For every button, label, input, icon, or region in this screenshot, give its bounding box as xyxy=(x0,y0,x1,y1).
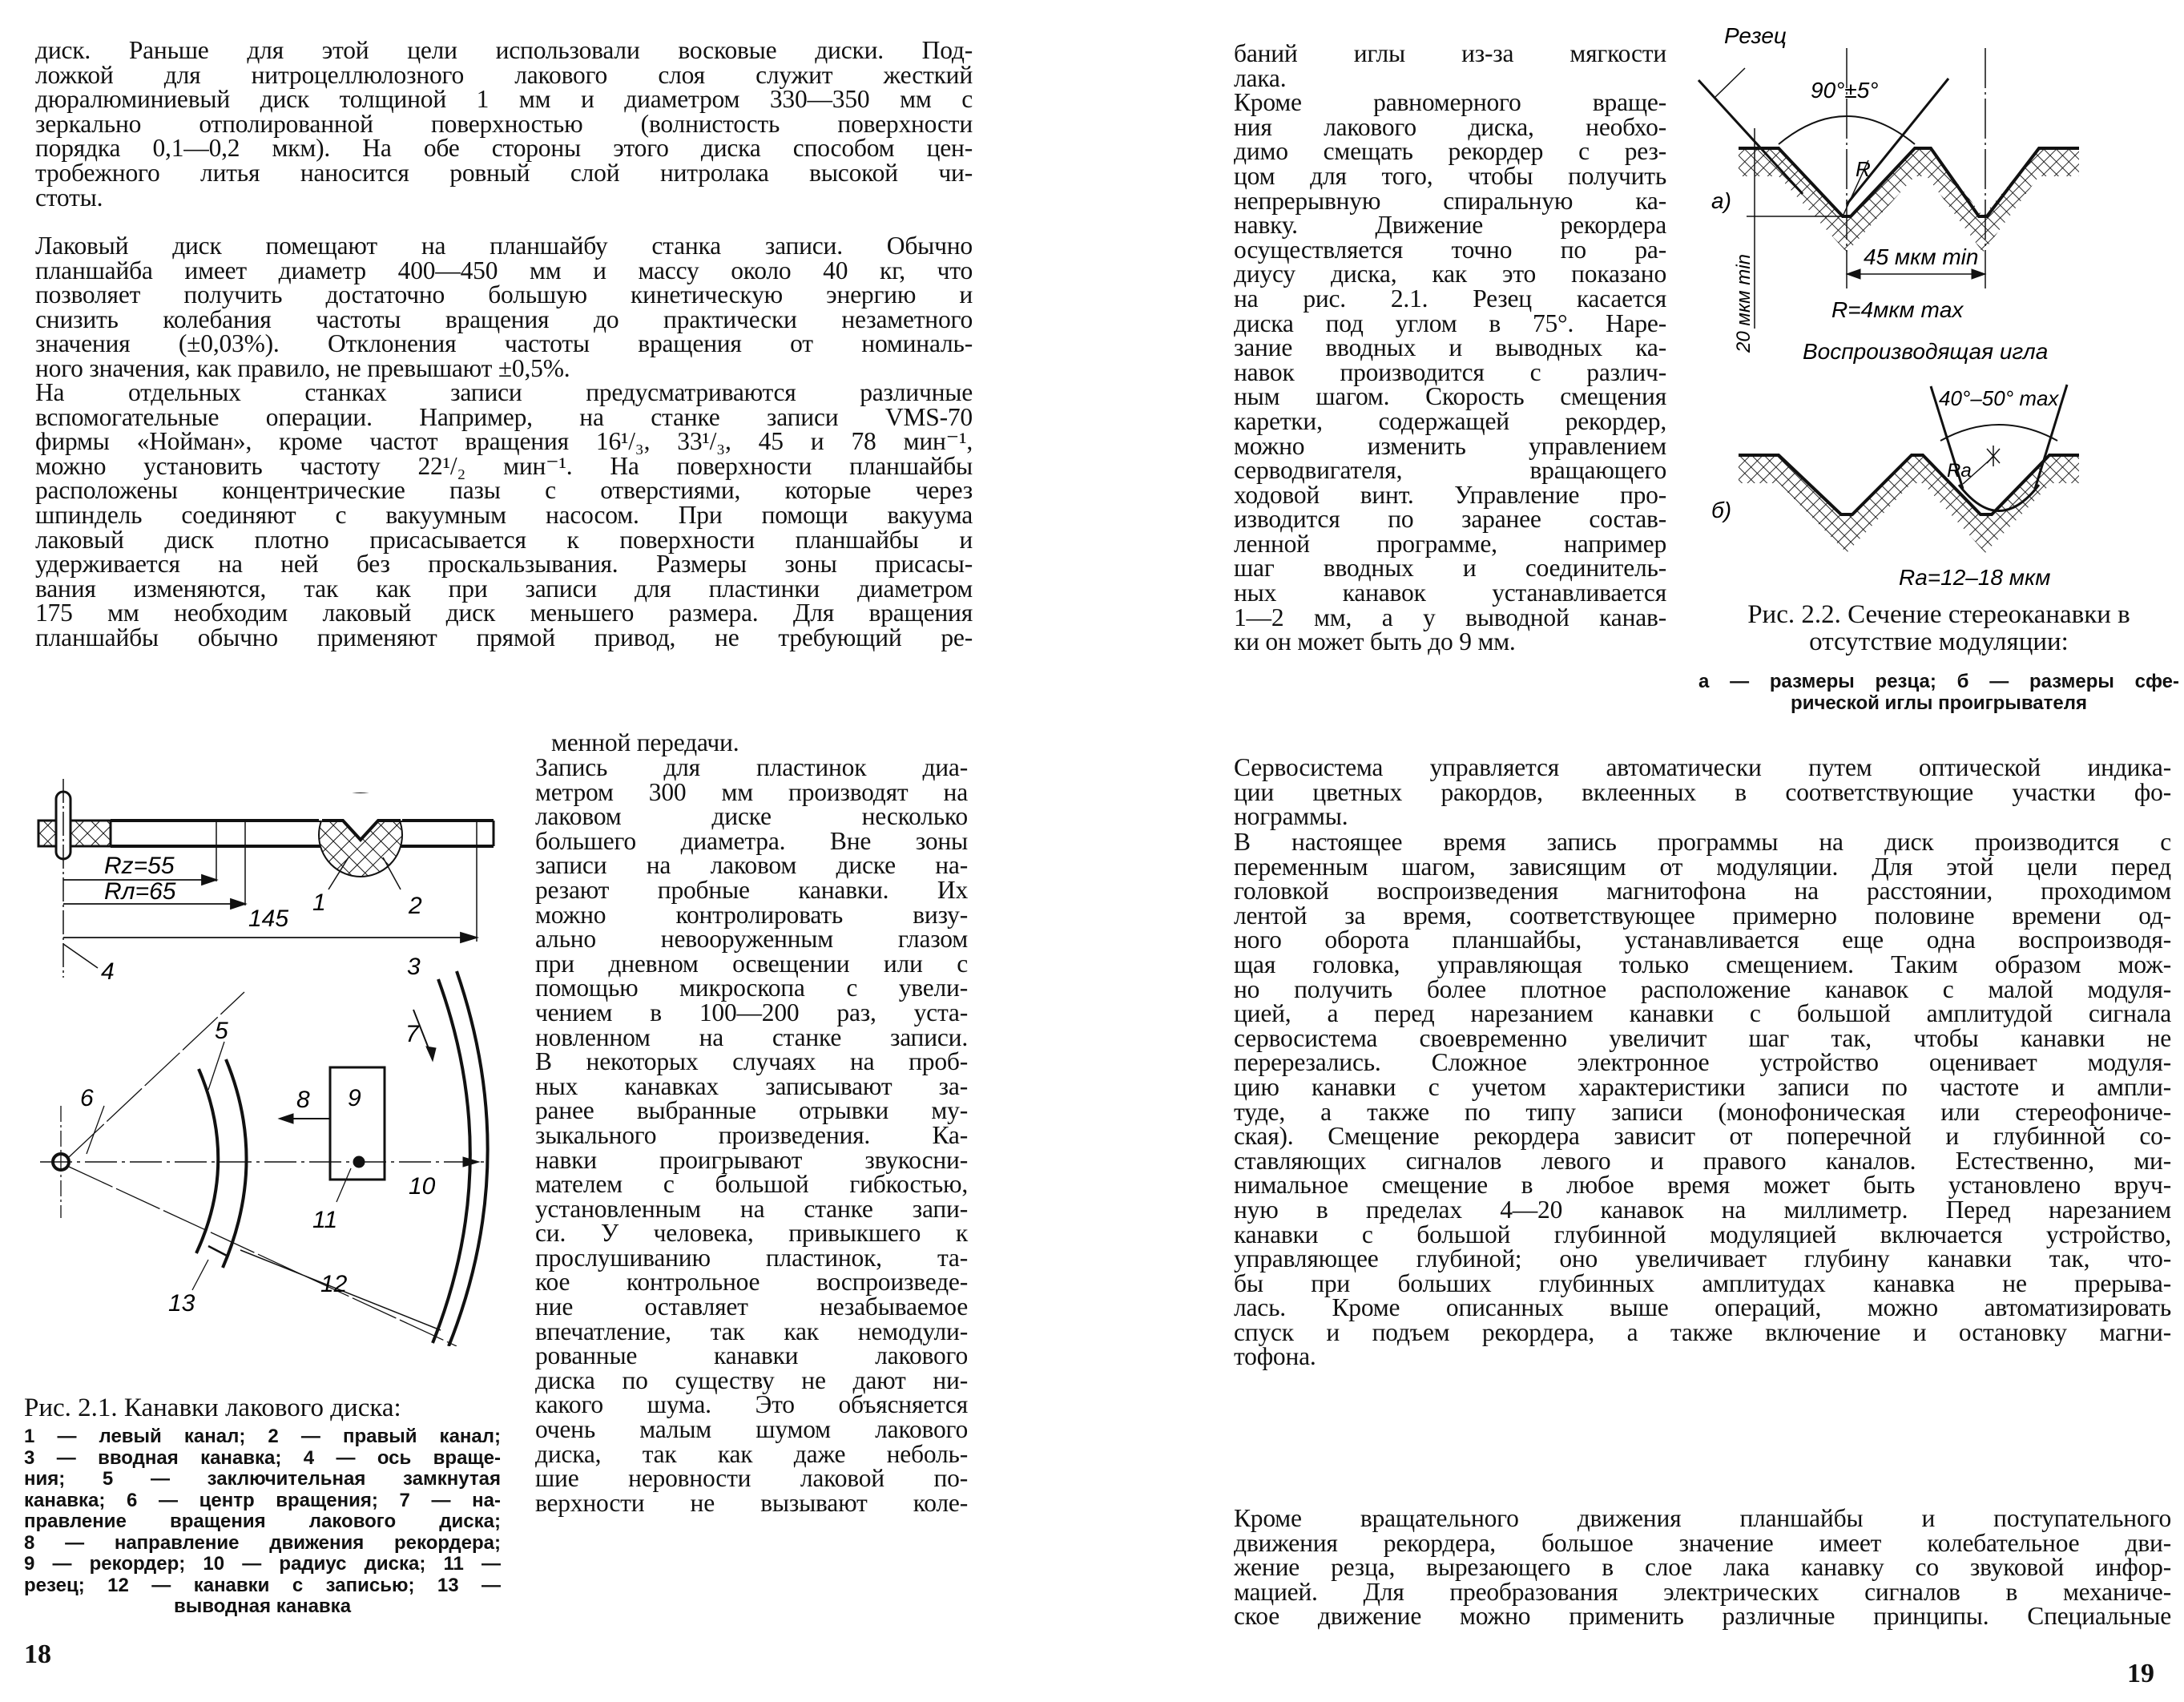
callout-9: 9 xyxy=(348,1085,361,1111)
callout-7: 7 xyxy=(405,1021,419,1047)
callout-2: 2 xyxy=(409,893,422,919)
text-line: при дневном освещении или с xyxy=(535,949,968,978)
text-line: дюралюминиевый диск толщиной 1 мм и диаметром 330—350 мм с xyxy=(35,85,973,114)
paragraph-auxiliary-operations xyxy=(35,378,973,651)
text-line: Кроме равномерного враще- xyxy=(1234,88,1666,117)
text-line: тофона. xyxy=(1234,1342,1316,1371)
callout-6: 6 xyxy=(80,1085,94,1111)
text-line: В настоящее время запись программы на диск производится с xyxy=(1234,828,2171,856)
text-line: перерезались. Сложное электронное устройство оценивает модуля- xyxy=(1234,1048,2171,1077)
text-line: головкой воспроизведения магнитофона на расстоянии, проходимом xyxy=(1234,877,2171,905)
text-line: лака. xyxy=(1234,63,1287,92)
callout-3: 3 xyxy=(407,954,421,980)
text-line: канавки с большой глубинной модуляцией включается устройство, xyxy=(1234,1220,2171,1248)
label-r-max: R=4мкм max xyxy=(1831,297,1964,322)
text-line: ходовой винт. Управление про- xyxy=(1234,480,1666,509)
text-line: туде, а также по типу записи (монофоническая или стереофониче- xyxy=(1234,1097,2171,1126)
text-line: на рис. 2.1. Резец касается xyxy=(1234,284,1666,313)
text-line: канавка; 6 — центр вращения; 7 — на- xyxy=(24,1489,501,1511)
text-line: На отдельных станках записи предусматриваются различные xyxy=(35,378,973,406)
text-line: ки он может быть до 9 мм. xyxy=(1234,627,1516,656)
text-line: зание вводных и выводных ка- xyxy=(1234,333,1666,362)
label-angle-90: 90°±5° xyxy=(1811,78,1879,103)
text-line: диск. Раньше для этой цели использовали восковые диски. Под- xyxy=(35,36,973,64)
right-page xyxy=(1202,0,2184,1702)
text-line: спуск и подъем рекордера, а также включение и остановку магни- xyxy=(1234,1317,2171,1346)
text-line: 8 — направление движения рекордера; xyxy=(24,1531,501,1554)
text-line: переменным шагом, зависящим от модуляции. Для этой цели перед xyxy=(1234,852,2171,881)
text-line: бы при больших глубинных амплитудах канавка не прерыва- xyxy=(1234,1268,2171,1297)
figure-2-1-caption-title: Рис. 2.1. Канавки лакового диска: xyxy=(24,1393,401,1422)
label-ra-value: Ra=12–18 мкм xyxy=(1899,565,2051,585)
text-line: мацией. Для преобразования электрических сигналов в механиче- xyxy=(1234,1577,2171,1606)
text-line: планшайба имеет диаметр 400—450 мм и массу около 40 кг, что xyxy=(35,256,973,284)
caption-line: Рис. 2.2. Сечение стереоканавки в xyxy=(1747,600,2130,629)
text-line: мателем с большой гибкостью, xyxy=(535,1170,968,1199)
text-line: можно изменить управлением xyxy=(1234,431,1666,460)
label-145: 145 xyxy=(248,905,289,932)
text-line: лентой за время, соответствующее примерно половине времени од- xyxy=(1234,901,2171,930)
text-line: цией, а перед нарезанием канавки с большой амплитудой сигнала xyxy=(1234,999,2171,1028)
text-line: прослушиванию пластинок, та- xyxy=(535,1243,968,1272)
text-line: навки проигрывают звукосни- xyxy=(535,1145,968,1174)
text-line: ское движение можно применить различные принципы. Специальные xyxy=(1234,1602,2171,1631)
text-line: диусу диска, как это показано xyxy=(1234,260,1666,288)
text-line: диска по существу не дают ни- xyxy=(535,1365,968,1394)
label-pitch-45um: 45 мкм min xyxy=(1864,244,1979,269)
groove-profile-a xyxy=(1698,48,2079,329)
text-line: планшайбы обычно применяют прямой привод, не требующий ре- xyxy=(35,623,973,651)
text-line: а — размеры резца; б — размеры сфе- xyxy=(1698,671,2179,692)
text-line: движения рекордера, большое значение имеет колебательное дви- xyxy=(1234,1528,2171,1557)
text-line: вспомогательные операции. Например, на станке записи VMS-70 xyxy=(35,402,973,431)
text-line: 9 — рекордер; 10 — радиус диска; 11 — xyxy=(24,1553,501,1575)
text-line: ленной программе, например xyxy=(1234,529,1666,558)
text-line: можно установить частоту 22¹/₂ мин⁻¹. На поверхности планшайбы xyxy=(35,451,973,480)
text-line: зеркально отполированной поверхностью (волнистость поверхности xyxy=(35,109,973,138)
callout-5: 5 xyxy=(215,1018,228,1044)
text-line: жение резца, вырезающего в слое лака канавку со звуковой инфор- xyxy=(1234,1553,2171,1582)
disc-sector-plan xyxy=(40,971,489,1346)
figure-2-1-caption-legend xyxy=(24,1426,501,1618)
text-line: тробежного литья наносится ровный слой нитролака высокой чи- xyxy=(35,158,973,187)
text-line: ранее выбранные отрывки му- xyxy=(535,1096,968,1125)
text-line: стоты. xyxy=(35,183,103,212)
callout-13: 13 xyxy=(168,1290,195,1317)
text-line: значения (±0,03%). Отклонения частоты вращения от номиналь- xyxy=(35,329,973,358)
text-line: фирмы «Нойман», кроме частот вращения 16¹/₃, 33¹/₃, 45 и 78 мин⁻¹, xyxy=(35,427,973,456)
text-line: навок производится с различ- xyxy=(1234,357,1666,386)
text-line: шаг вводных и соединитель- xyxy=(1234,554,1666,583)
label-part-b: б) xyxy=(1711,498,1732,522)
page-number-right: 19 xyxy=(2127,1659,2154,1688)
text-line: ных канавках записывают за- xyxy=(535,1071,968,1100)
text-line: но получить более плотное расположение канавок с малой модуля- xyxy=(1234,974,2171,1003)
text-line: ния; 5 — заключительная замкнутая xyxy=(24,1468,501,1490)
label-rz: Rz=55 xyxy=(104,853,175,879)
text-line: ложкой для нитроцеллюлозного лакового слоя служит жесткий xyxy=(35,60,973,89)
text-line: шпиндель соединяют с вакуумным насосом. При помощи вакуума xyxy=(35,500,973,529)
text-line: удерживается на ней без проскальзывания. Размеры зоны присасы- xyxy=(35,550,973,579)
text-line: Лаковый диск помещают на планшайбу станка записи. Обычно xyxy=(35,232,973,260)
text-line: Кроме вращательного движения планшайбы и поступательного xyxy=(1234,1504,2171,1532)
figure-2-1-lacquer-disc-grooves xyxy=(24,769,521,1346)
text-line: цом для того, чтобы получить xyxy=(1234,161,1666,190)
text-line: 175 мм необходим лаковый диск меньшего размера. Для вращения xyxy=(35,599,973,627)
text-line: снизить колебания частоты вращения до практически незаметного xyxy=(35,305,973,333)
text-line: впечатление, так как немодули- xyxy=(535,1317,968,1345)
text-line: можно контролировать визу- xyxy=(535,900,968,929)
text-line: нимальное смещение в любое время может быть установлено вруч- xyxy=(1234,1171,2171,1200)
text-line: изводится по заранее состав- xyxy=(1234,505,1666,534)
text-line: си. У человека, привыкшего к xyxy=(535,1219,968,1248)
text-line: правление вращения лакового диска; xyxy=(24,1510,501,1532)
figure-2-2-caption-legend xyxy=(1698,672,2179,714)
paragraph-variable-pitch xyxy=(1234,830,2171,1369)
paragraph-oscillatory-motion xyxy=(1234,1506,2171,1629)
callout-4: 4 xyxy=(101,958,115,985)
text-line: щая головка, управляющая только смещением. Таким образом мож- xyxy=(1234,950,2171,978)
left-page xyxy=(0,0,1001,1702)
figure-2-2-stereo-groove-section xyxy=(1682,24,2179,585)
text-line: диска под углом в 75°. Наре- xyxy=(1234,309,1666,337)
text-line: резец; 12 — канавки с записью; 13 — xyxy=(24,1574,501,1596)
text-line: лаковом диске несколько xyxy=(535,802,968,831)
text-line: В некоторых случаях на проб- xyxy=(535,1047,968,1076)
text-line: ская). Смещение рекордера зависит от поперечной и глубинной со- xyxy=(1234,1122,2171,1151)
label-rl: Rл=65 xyxy=(104,878,176,905)
text-line: сервосистема своевременно увеличит шаг так, чтобы канавки не xyxy=(1234,1023,2171,1052)
text-line: лась. Кроме описанных выше операций, можно автоматизировать xyxy=(1234,1293,2171,1322)
text-line: навку. Движение рекордера xyxy=(1234,211,1666,240)
text-line: ния лакового диска, необхо- xyxy=(1234,112,1666,141)
figure-2-2-caption-title xyxy=(1698,601,2179,655)
text-line: ально невооруженным глазом xyxy=(535,925,968,954)
text-line: расположены концентрические пазы с отверстиями, которые через xyxy=(35,476,973,505)
text-line: менной передачи. xyxy=(551,728,739,756)
text-line: вания изменяются, так как при записи для пластинки диаметром xyxy=(35,574,973,603)
text-line: нограммы. xyxy=(1234,802,1348,831)
text-line: позволяет получить достаточно большую кинетическую энергию и xyxy=(35,280,973,309)
text-line: 1 — левый канал; 2 — правый канал; xyxy=(24,1426,501,1447)
label-depth-20um: 20 мкм min xyxy=(1733,254,1755,353)
label-angle-40-50: 40°–50° max xyxy=(1939,386,2059,410)
callout-10: 10 xyxy=(409,1173,436,1200)
text-line: управляющее глубиной; оно увеличивает глубину канавки так, что- xyxy=(1234,1244,2171,1273)
label-part-a: а) xyxy=(1711,188,1731,213)
callout-1: 1 xyxy=(312,889,326,916)
text-line: рической иглы проигрывателя xyxy=(1791,692,2087,714)
magnified-groove-circle xyxy=(319,793,402,889)
text-line: ставляющих сигналов левого и правого каналов. Естественно, ми- xyxy=(1234,1146,2171,1175)
text-line: Сервосистема управляется автоматически путем оптической индика- xyxy=(1234,753,2171,781)
text-line: помощью микроскопа с увели- xyxy=(535,974,968,1002)
text-line: ние оставляет незабываемое xyxy=(535,1293,968,1321)
text-line: чением в 100—200 раз, уста- xyxy=(535,998,968,1026)
label-radius-ra: Ra xyxy=(1947,460,1972,482)
label-stylus: Воспроизводящая игла xyxy=(1803,339,2049,364)
text-line: шие неровности лаковой по- xyxy=(535,1464,968,1493)
text-line: 3 — вводная канавка; 4 — ось враще- xyxy=(24,1446,501,1469)
text-line: ным шагом. Скорость смещения xyxy=(1234,382,1666,411)
paragraph-lacquer-substrate xyxy=(35,38,973,210)
text-line: зыкального произведения. Ка- xyxy=(535,1120,968,1149)
text-line: серводвигателя, вращающего xyxy=(1234,456,1666,485)
text-line: резают пробные канавки. Их xyxy=(535,875,968,904)
text-line: очень малым шумом лакового xyxy=(535,1415,968,1444)
text-line: непрерывную спиральную ка- xyxy=(1234,186,1666,215)
text-line: диска, так как даже неболь- xyxy=(535,1439,968,1468)
text-line: установленным на станке запи- xyxy=(535,1194,968,1223)
text-line: кое контрольное воспроизведе- xyxy=(535,1268,968,1297)
text-line: димо смещать рекордер с рез- xyxy=(1234,137,1666,166)
text-line: осуществляется точно по ра- xyxy=(1234,235,1666,264)
paragraph-tail xyxy=(551,728,968,756)
text-line: Запись для пластинок диа- xyxy=(535,753,968,781)
text-line: ного значения, как правило, не превышают ±0,5%. xyxy=(35,353,570,382)
text-line: выводная канавка xyxy=(173,1595,352,1617)
label-radius-r: R xyxy=(1856,157,1871,181)
text-line: цию канавки с учетом характеристики записи по частоте и ампли- xyxy=(1234,1072,2171,1101)
text-line: ции цветных ракордов, вклеенных в соответствующие участки фо- xyxy=(1234,777,2171,806)
text-line: верхности не вызывают коле- xyxy=(535,1488,968,1517)
text-line: какого шума. Это объясняется xyxy=(535,1390,968,1419)
paragraph-recorder-motion xyxy=(1234,39,1666,656)
text-line: каретки, содержащей рекордер, xyxy=(1234,406,1666,435)
text-line: 1—2 мм, а у выводной канав- xyxy=(1234,603,1666,631)
text-line: лаковый диск плотно присасывается к поверхности планшайбы и xyxy=(35,525,973,554)
spindle-axis xyxy=(56,779,98,978)
text-line: баний иглы из-за мягкости xyxy=(1234,39,1666,67)
label-cutter: Резец xyxy=(1724,24,1787,48)
text-line: рованные канавки лакового xyxy=(535,1341,968,1370)
callout-8: 8 xyxy=(296,1087,310,1113)
text-line: ных канавок устанавливается xyxy=(1234,579,1666,607)
text-line: большего диаметра. Вне зоны xyxy=(535,826,968,855)
paragraph-test-grooves xyxy=(535,753,968,1517)
text-line: ную в пределах 4—20 канавок на миллиметр. Перед нарезанием xyxy=(1234,1195,2171,1224)
callout-11: 11 xyxy=(312,1207,338,1233)
text-line: метром 300 мм производят на xyxy=(535,777,968,806)
text-line: порядка 0,1—0,2 мкм). На обе стороны этого диска способом цен- xyxy=(35,134,973,163)
caption-line: отсутствие модуляции: xyxy=(1809,627,2069,656)
text-line: ного оборота планшайбы, устанавливается еще одна воспроизводя- xyxy=(1234,926,2171,954)
paragraph-servo-system xyxy=(1234,753,2171,831)
text-line: новленном на станке записи. xyxy=(535,1022,968,1051)
callout-12: 12 xyxy=(320,1271,348,1297)
text-line: записи на лаковом диске на- xyxy=(535,851,968,880)
paragraph-platter xyxy=(35,234,973,381)
page-number-left: 18 xyxy=(24,1639,51,1669)
